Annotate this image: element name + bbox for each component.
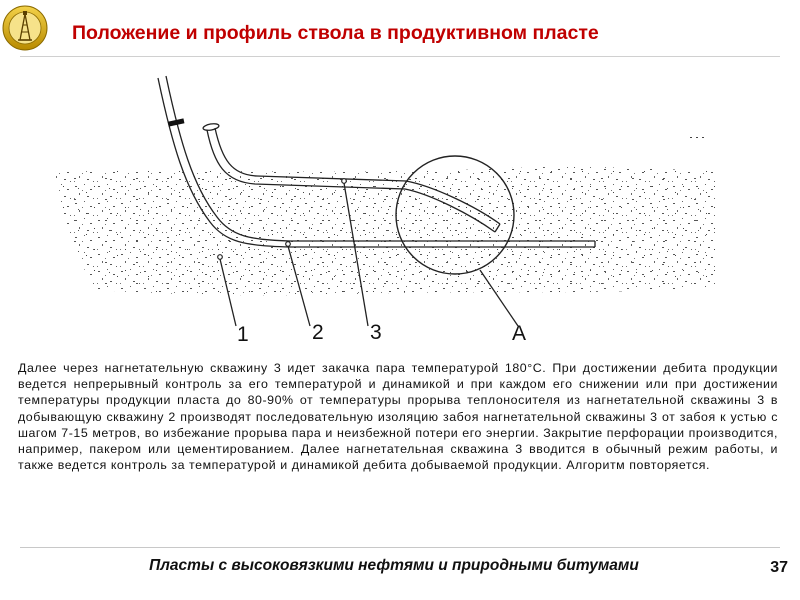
slide-title: Положение и профиль ствола в продуктивном пласте xyxy=(72,22,599,44)
label-2: 2 xyxy=(312,321,324,344)
marker-dot-1 xyxy=(218,255,223,260)
footer-divider xyxy=(20,547,780,548)
marker-dot-2 xyxy=(286,242,291,247)
label-1: 1 xyxy=(237,323,249,346)
wellhead-cap xyxy=(203,123,220,132)
label-a: A xyxy=(512,322,527,345)
marker-dot-3 xyxy=(342,179,347,184)
scatter-marks xyxy=(690,137,704,138)
body-paragraph: Далее через нагнетательную скважину 3 идет закачка пара температурой 180°С. При достижении дебита продукции ведется непрерывный контроль за его температурой и динамикой и при каждом его снижении или при достижении температуры продукции пласта до 80-90% от температуры прорыва теплоносителя из нагнетательной скважины 3 в добывающую скважину 2 производят последовательную изоляцию забоя нагнетательной скважины 3 от забоя к устью с шагом 7-15 метров, во избежание прорыва пара и неизбежной потери его энергии. Закрытие перфорации производится, например, пакером или цементированием. Далее нагнетательная скважина 3 вводится в обычный режим работы, и также ведется контроль за температурой и динамикой дебита добываемой продукции. Алгоритм повторяется. xyxy=(18,361,778,473)
productive-formation xyxy=(55,167,718,295)
university-seal-icon xyxy=(2,3,48,55)
page-number: 37 xyxy=(770,559,788,576)
footer-text: Пласты с высоковязкими нефтями и природными битумами xyxy=(149,557,639,574)
label-3: 3 xyxy=(370,321,382,344)
well-profile-diagram xyxy=(50,64,750,354)
footer-caption xyxy=(0,557,800,575)
header-divider xyxy=(20,56,780,57)
